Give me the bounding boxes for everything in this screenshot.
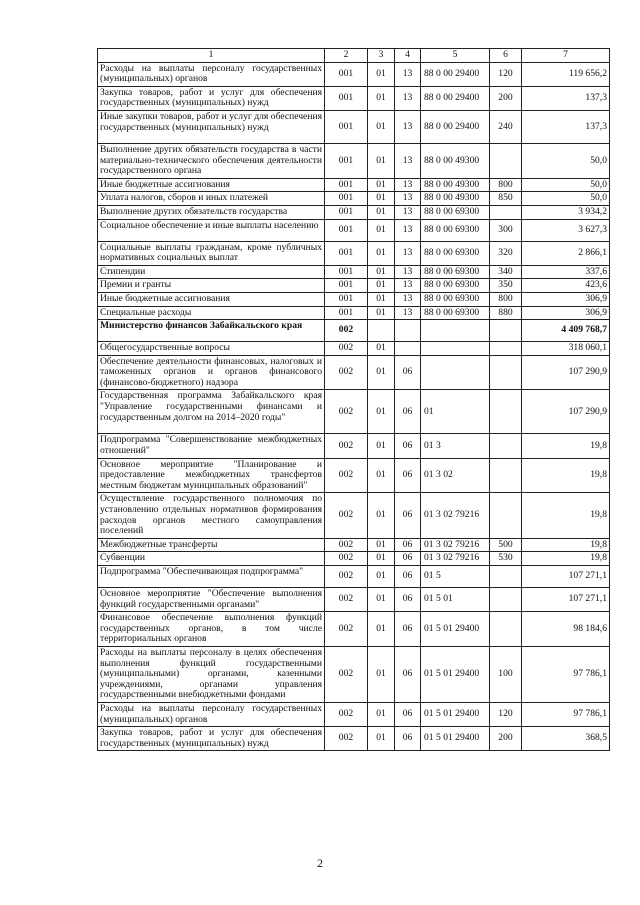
row-subsection: 13: [395, 192, 421, 206]
row-target-article: 01 5 01 29400: [421, 727, 490, 751]
row-expense-type: 800: [490, 292, 522, 306]
row-amount: 107 271,1: [522, 566, 610, 588]
row-expense-type: 350: [490, 279, 522, 293]
row-expense-type: 240: [490, 110, 522, 143]
table-row: [98, 306, 610, 320]
row-admin-code: 001: [325, 292, 368, 306]
row-target-article: 88 0 00 69300: [421, 219, 490, 241]
row-amount: 50,0: [522, 192, 610, 206]
row-amount: 337,6: [522, 265, 610, 279]
table-row: [98, 241, 610, 265]
row-name: Межбюджетные трансферты: [98, 538, 325, 552]
row-section: 01: [368, 588, 395, 612]
row-name: Подпрограмма "Обеспечивающая подпрограмма": [98, 566, 325, 588]
row-section: 01: [368, 86, 395, 110]
row-section: 01: [368, 434, 395, 458]
row-subsection: 06: [395, 493, 421, 538]
row-subsection: 13: [395, 265, 421, 279]
table-row: [98, 192, 610, 206]
row-subsection: 06: [395, 646, 421, 702]
row-subsection: 06: [395, 355, 421, 390]
row-admin-code: 001: [325, 86, 368, 110]
row-admin-code: 002: [325, 493, 368, 538]
row-expense-type: [490, 588, 522, 612]
row-admin-code: 001: [325, 192, 368, 206]
row-section: 01: [368, 265, 395, 279]
table-row: [98, 727, 610, 751]
row-section: 01: [368, 727, 395, 751]
table-row: [98, 205, 610, 219]
row-admin-code: 002: [325, 727, 368, 751]
row-expense-type: [490, 143, 522, 178]
row-section: 01: [368, 566, 395, 588]
row-expense-type: 500: [490, 538, 522, 552]
row-name: Стипендии: [98, 265, 325, 279]
row-admin-code: 002: [325, 458, 368, 493]
row-amount: 97 786,1: [522, 646, 610, 702]
row-expense-type: [490, 342, 522, 356]
row-target-article: 88 0 00 29400: [421, 110, 490, 143]
row-expense-type: 800: [490, 178, 522, 192]
row-subsection: 06: [395, 727, 421, 751]
row-name: Социальные выплаты гражданам, кроме публичных нормативных социальных выплат: [98, 241, 325, 265]
row-subsection: 13: [395, 292, 421, 306]
row-expense-type: [490, 612, 522, 647]
row-target-article: 88 0 00 49300: [421, 192, 490, 206]
row-subsection: 06: [395, 612, 421, 647]
row-amount: 107 290,9: [522, 390, 610, 434]
table-row: [98, 178, 610, 192]
row-subsection: 06: [395, 566, 421, 588]
row-amount: 97 786,1: [522, 702, 610, 726]
table-row: [98, 265, 610, 279]
row-amount: 318 060,1: [522, 342, 610, 356]
row-amount: 119 656,2: [522, 62, 610, 86]
row-subsection: [395, 342, 421, 356]
row-subsection: 13: [395, 205, 421, 219]
row-section: 01: [368, 702, 395, 726]
row-amount: 19,8: [522, 552, 610, 566]
row-target-article: 88 0 00 29400: [421, 62, 490, 86]
row-amount: 19,8: [522, 493, 610, 538]
table-row: [98, 219, 610, 241]
row-section: 01: [368, 192, 395, 206]
row-name: Расходы на выплаты персоналу в целях обеспечения выполнения функций государственными (муниципальными) органами, казенными учреждениями, органами управления государственными внебюджетными фондами: [98, 646, 325, 702]
table-row: [98, 566, 610, 588]
row-amount: 137,3: [522, 110, 610, 143]
header-cell-4: 4: [395, 49, 421, 63]
row-name: Иные бюджетные ассигнования: [98, 178, 325, 192]
row-name: Закупка товаров, работ и услуг для обеспечения государственных (муниципальных) нужд: [98, 727, 325, 751]
row-subsection: 13: [395, 86, 421, 110]
row-amount: 19,8: [522, 458, 610, 493]
row-subsection: [395, 320, 421, 342]
row-expense-type: 120: [490, 62, 522, 86]
row-target-article: 88 0 00 69300: [421, 306, 490, 320]
row-target-article: 88 0 00 29400: [421, 86, 490, 110]
table-row: [98, 702, 610, 726]
row-expense-type: 120: [490, 702, 522, 726]
table-row: [98, 110, 610, 143]
row-admin-code: 002: [325, 434, 368, 458]
row-admin-code: 002: [325, 355, 368, 390]
row-section: 01: [368, 458, 395, 493]
row-section: 01: [368, 143, 395, 178]
table-row: [98, 390, 610, 434]
row-expense-type: 200: [490, 727, 522, 751]
header-cell-7: 7: [522, 49, 610, 63]
row-amount: 306,9: [522, 292, 610, 306]
table-row: [98, 552, 610, 566]
row-expense-type: [490, 205, 522, 219]
row-amount: 50,0: [522, 178, 610, 192]
row-admin-code: 002: [325, 320, 368, 342]
row-admin-code: 001: [325, 178, 368, 192]
row-section: 01: [368, 241, 395, 265]
row-expense-type: 880: [490, 306, 522, 320]
row-name: Основное мероприятие "Обеспечение выполнения функций государственными органами": [98, 588, 325, 612]
row-amount: 137,3: [522, 86, 610, 110]
row-admin-code: 001: [325, 265, 368, 279]
row-subsection: 06: [395, 458, 421, 493]
row-amount: 306,9: [522, 306, 610, 320]
row-admin-code: 001: [325, 219, 368, 241]
row-target-article: 01 5 01 29400: [421, 612, 490, 647]
table-row: [98, 493, 610, 538]
row-section: 01: [368, 178, 395, 192]
row-section: 01: [368, 538, 395, 552]
row-name: Выполнение других обязательств государства: [98, 205, 325, 219]
row-target-article: 88 0 00 69300: [421, 292, 490, 306]
row-amount: 368,5: [522, 727, 610, 751]
table-row: [98, 86, 610, 110]
row-subsection: 06: [395, 588, 421, 612]
row-name: Премии и гранты: [98, 279, 325, 293]
table-row: [98, 434, 610, 458]
header-cell-1: 1: [98, 49, 325, 63]
row-subsection: 13: [395, 62, 421, 86]
row-target-article: [421, 355, 490, 390]
row-subsection: 06: [395, 434, 421, 458]
row-admin-code: 002: [325, 646, 368, 702]
row-section: 01: [368, 342, 395, 356]
table-row: [98, 538, 610, 552]
row-expense-type: [490, 566, 522, 588]
row-target-article: 01 5 01: [421, 588, 490, 612]
table-row: [98, 143, 610, 178]
row-name: Закупка товаров, работ и услуг для обеспечения государственных (муниципальных) нужд: [98, 86, 325, 110]
row-target-article: 01 3: [421, 434, 490, 458]
table-row: [98, 612, 610, 647]
row-amount: 19,8: [522, 434, 610, 458]
row-name: Субвенции: [98, 552, 325, 566]
row-amount: 107 290,9: [522, 355, 610, 390]
row-target-article: 88 0 00 49300: [421, 143, 490, 178]
row-expense-type: [490, 458, 522, 493]
row-admin-code: 002: [325, 538, 368, 552]
row-name: Государственная программа Забайкальского края "Управление государственными финансами и государственным долгом на 2014–2020 годы": [98, 390, 325, 434]
row-section: 01: [368, 552, 395, 566]
row-subsection: 06: [395, 390, 421, 434]
row-section: 01: [368, 390, 395, 434]
row-subsection: 13: [395, 306, 421, 320]
row-target-article: 01 3 02 79216: [421, 552, 490, 566]
row-name: Социальное обеспечение и иные выплаты населению: [98, 219, 325, 241]
row-section: 01: [368, 279, 395, 293]
table-row: [98, 320, 610, 342]
row-target-article: 01 5 01 29400: [421, 646, 490, 702]
row-admin-code: 001: [325, 306, 368, 320]
table-row: [98, 279, 610, 293]
table-row: [98, 458, 610, 493]
row-section: 01: [368, 355, 395, 390]
row-name: Иные бюджетные ассигнования: [98, 292, 325, 306]
row-admin-code: 002: [325, 566, 368, 588]
row-expense-type: [490, 493, 522, 538]
header-cell-6: 6: [490, 49, 522, 63]
row-subsection: 13: [395, 178, 421, 192]
row-target-article: 01 5: [421, 566, 490, 588]
row-section: 01: [368, 62, 395, 86]
row-name: Специальные расходы: [98, 306, 325, 320]
header-cell-3: 3: [368, 49, 395, 63]
row-amount: 50,0: [522, 143, 610, 178]
table-row: [98, 588, 610, 612]
row-name: Осуществление государственного полномочия по установлению отдельных нормативов формирования расходов органов местного самоуправления поселений: [98, 493, 325, 538]
row-expense-type: 100: [490, 646, 522, 702]
row-target-article: [421, 320, 490, 342]
row-amount: 3 934,2: [522, 205, 610, 219]
row-expense-type: [490, 434, 522, 458]
row-subsection: 13: [395, 143, 421, 178]
row-admin-code: 001: [325, 205, 368, 219]
row-section: 01: [368, 219, 395, 241]
row-section: 01: [368, 205, 395, 219]
row-section: 01: [368, 646, 395, 702]
row-admin-code: 001: [325, 143, 368, 178]
table-row: [98, 355, 610, 390]
row-target-article: 88 0 00 69300: [421, 205, 490, 219]
row-amount: 3 627,3: [522, 219, 610, 241]
table-header-row: [98, 49, 610, 63]
row-name: Общегосударственные вопросы: [98, 342, 325, 356]
row-section: 01: [368, 292, 395, 306]
row-section: 01: [368, 612, 395, 647]
row-admin-code: 001: [325, 110, 368, 143]
row-subsection: 13: [395, 241, 421, 265]
row-expense-type: 320: [490, 241, 522, 265]
row-section: [368, 320, 395, 342]
header-cell-5: 5: [421, 49, 490, 63]
row-expense-type: 340: [490, 265, 522, 279]
row-admin-code: 002: [325, 552, 368, 566]
row-admin-code: 002: [325, 702, 368, 726]
row-amount: 423,6: [522, 279, 610, 293]
row-subsection: 13: [395, 219, 421, 241]
row-target-article: 01 3 02: [421, 458, 490, 493]
row-amount: 19,8: [522, 538, 610, 552]
row-target-article: 01 3 02 79216: [421, 538, 490, 552]
row-target-article: 01 5 01 29400: [421, 702, 490, 726]
row-subsection: 13: [395, 279, 421, 293]
row-target-article: 01 3 02 79216: [421, 493, 490, 538]
row-target-article: 88 0 00 49300: [421, 178, 490, 192]
row-name: Иные закупки товаров, работ и услуг для обеспечения государственных (муниципальных) нужд: [98, 110, 325, 143]
row-target-article: [421, 342, 490, 356]
row-admin-code: 001: [325, 279, 368, 293]
row-amount: 107 271,1: [522, 588, 610, 612]
row-admin-code: 002: [325, 342, 368, 356]
page-number: 2: [317, 856, 323, 870]
row-section: 01: [368, 110, 395, 143]
row-admin-code: 002: [325, 612, 368, 647]
row-target-article: 88 0 00 69300: [421, 265, 490, 279]
row-target-article: 01: [421, 390, 490, 434]
row-admin-code: 001: [325, 241, 368, 265]
budget-table: [97, 48, 610, 751]
table-row: [98, 292, 610, 306]
row-subsection: 06: [395, 538, 421, 552]
row-name: Министерство финансов Забайкальского края: [98, 320, 325, 342]
row-expense-type: 850: [490, 192, 522, 206]
row-name: Основное мероприятие "Планирование и предоставление межбюджетных трансфертов местным бюджетам муниципальных образований": [98, 458, 325, 493]
table-row: [98, 646, 610, 702]
row-amount: 4 409 768,7: [522, 320, 610, 342]
row-name: Финансовое обеспечение выполнения функций государственных органов, в том числе территориальных органов: [98, 612, 325, 647]
row-subsection: 06: [395, 702, 421, 726]
row-admin-code: 001: [325, 62, 368, 86]
row-subsection: 06: [395, 552, 421, 566]
row-admin-code: 002: [325, 390, 368, 434]
table-row: [98, 342, 610, 356]
row-name: Подпрограмма "Совершенствование межбюджетных отношений": [98, 434, 325, 458]
row-name: Расходы на выплаты персоналу государственных (муниципальных) органов: [98, 62, 325, 86]
row-name: Обеспечение деятельности финансовых, налоговых и таможенных органов и органов финансового (финансово-бюджетного) надзора: [98, 355, 325, 390]
row-target-article: 88 0 00 69300: [421, 241, 490, 265]
row-target-article: 88 0 00 69300: [421, 279, 490, 293]
row-admin-code: 002: [325, 588, 368, 612]
row-section: 01: [368, 306, 395, 320]
row-amount: 2 866,1: [522, 241, 610, 265]
row-expense-type: [490, 320, 522, 342]
row-amount: 98 184,6: [522, 612, 610, 647]
row-section: 01: [368, 493, 395, 538]
row-name: Выполнение других обязательств государства в части материально-технического обеспечения деятельности государственного органа: [98, 143, 325, 178]
table-row: [98, 62, 610, 86]
row-expense-type: 200: [490, 86, 522, 110]
row-name: Расходы на выплаты персоналу государственных (муниципальных) органов: [98, 702, 325, 726]
row-expense-type: [490, 355, 522, 390]
row-expense-type: 300: [490, 219, 522, 241]
row-expense-type: [490, 390, 522, 434]
header-cell-2: 2: [325, 49, 368, 63]
row-expense-type: 530: [490, 552, 522, 566]
row-subsection: 13: [395, 110, 421, 143]
row-name: Уплата налогов, сборов и иных платежей: [98, 192, 325, 206]
